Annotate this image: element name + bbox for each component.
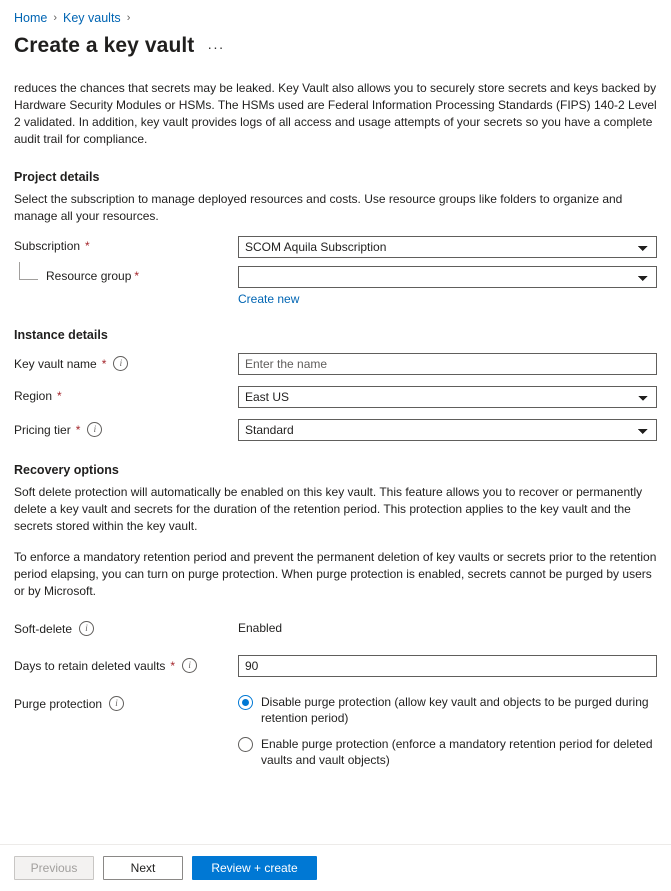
subscription-label-text: Subscription: [14, 239, 81, 253]
form-content: [0, 80, 671, 778]
purge-protection-row: [14, 693, 657, 778]
key-vault-name-label: [14, 353, 238, 371]
breadcrumb: [0, 0, 671, 28]
radio-selected-icon[interactable]: [238, 695, 253, 710]
breadcrumb-separator-icon: ›: [53, 12, 58, 24]
purge-protection-label-text: Purge protection: [14, 696, 103, 711]
region-row: [14, 386, 657, 408]
previous-button[interactable]: Previous: [14, 856, 94, 880]
pricing-tier-required-indicator: *: [75, 422, 81, 437]
region-label: [14, 386, 238, 403]
resource-group-field: [238, 266, 657, 306]
more-options-icon[interactable]: ···: [207, 39, 225, 55]
section-heading-recovery-options: Recovery options: [14, 463, 119, 477]
intro-description: reduces the chances that secrets may be leaked. Key Vault also allows you to securely store secrets and keys backed by Hardware Security Modules or HSMs. The HSMs used are Federal Information Processing Standards (FIPS) 140-2 Level 2 validated. In addition, key vault provides logs of all access and usage attempts of your secrets so you have a complete audit trail for compliance.: [14, 81, 657, 146]
info-icon[interactable]: i: [87, 422, 102, 437]
key-vault-name-input[interactable]: [238, 353, 657, 375]
resource-group-label-text: Resource group: [46, 269, 132, 283]
purge-protection-option-enable[interactable]: [238, 736, 657, 768]
subscription-label: [14, 236, 238, 253]
recovery-options-paragraph-1: Soft delete protection will automatically be enabled on this key vault. This feature allows you to recover or permanently delete a key vault and secrets for the duration of the retention period. This protection applies to the key vault and the secrets stored within the key vault.: [14, 485, 643, 533]
radio-unselected-icon[interactable]: [238, 737, 253, 752]
retention-days-label: [14, 655, 238, 673]
subscription-row: [14, 236, 657, 258]
resource-group-label: [14, 266, 238, 283]
soft-delete-field: [238, 618, 657, 635]
retention-days-label-text: Days to retain deleted vaults: [14, 658, 166, 673]
subscription-required-indicator: *: [85, 239, 90, 253]
soft-delete-label-text: Soft-delete: [14, 621, 73, 636]
review-create-button[interactable]: Review + create: [192, 856, 317, 880]
info-icon[interactable]: i: [113, 356, 128, 371]
soft-delete-row: [14, 618, 657, 640]
pricing-tier-label: [14, 419, 238, 437]
key-vault-name-field: [238, 353, 657, 375]
create-new-resource-group-link[interactable]: Create new: [238, 292, 300, 306]
purge-protection-label: [14, 693, 238, 711]
pricing-tier-field: [238, 419, 657, 441]
key-vault-name-row: [14, 353, 657, 375]
section-heading-project-details: Project details: [14, 170, 100, 184]
region-field: [238, 386, 657, 408]
key-vault-name-label-text: Key vault name: [14, 356, 97, 371]
resource-group-label-text-wrap: [46, 269, 139, 283]
purge-protection-option-enable-label: Enable purge protection (enforce a mandatory retention period for deleted vaults and vault objects): [261, 737, 653, 767]
info-icon[interactable]: i: [79, 621, 94, 636]
resource-group-select[interactable]: [238, 266, 657, 288]
purge-protection-radio-group: [238, 693, 657, 778]
purge-protection-option-disable-label: Disable purge protection (allow key vault and objects to be purged during retention period): [261, 695, 649, 725]
pricing-tier-row: [14, 419, 657, 441]
retention-days-row: [14, 655, 657, 677]
info-icon[interactable]: i: [109, 696, 124, 711]
page-title: Create a key vault: [14, 34, 195, 57]
nesting-bracket-icon: [19, 262, 38, 280]
project-details-description: Select the subscription to manage deployed resources and costs. Use resource groups like folders to organize and manage all your resources.: [14, 192, 623, 223]
breadcrumb-separator-icon-2: ›: [126, 12, 131, 24]
resource-group-row: [14, 266, 657, 306]
region-required-indicator: *: [57, 389, 62, 403]
region-select[interactable]: [238, 386, 657, 408]
breadcrumb-item-key-vaults[interactable]: Key vaults: [63, 11, 121, 25]
retention-days-required-indicator: *: [170, 658, 176, 673]
recovery-options-paragraph-2: To enforce a mandatory retention period and prevent the permanent deletion of key vaults or secrets prior to the retention period elapsing, you can turn on purge protection. When purge protection is enabled, secrets cannot be purged by users or by Microsoft.: [14, 550, 657, 598]
title-row: [0, 28, 671, 58]
pricing-tier-label-text: Pricing tier: [14, 422, 71, 437]
breadcrumb-item-home[interactable]: Home: [14, 11, 48, 25]
info-icon[interactable]: i: [182, 658, 197, 673]
resource-group-required-indicator: *: [134, 269, 140, 283]
soft-delete-label: [14, 618, 238, 636]
wizard-footer: [0, 844, 671, 891]
key-vault-name-required-indicator: *: [101, 356, 107, 371]
subscription-select[interactable]: [238, 236, 657, 258]
subscription-field: [238, 236, 657, 258]
region-label-text: Region: [14, 389, 53, 403]
pricing-tier-select[interactable]: [238, 419, 657, 441]
section-heading-instance-details: Instance details: [14, 328, 108, 342]
next-button[interactable]: Next: [103, 856, 183, 880]
soft-delete-value: Enabled: [238, 621, 283, 635]
retention-days-input[interactable]: [238, 655, 657, 677]
purge-protection-option-disable[interactable]: [238, 694, 657, 726]
retention-days-field: [238, 655, 657, 677]
